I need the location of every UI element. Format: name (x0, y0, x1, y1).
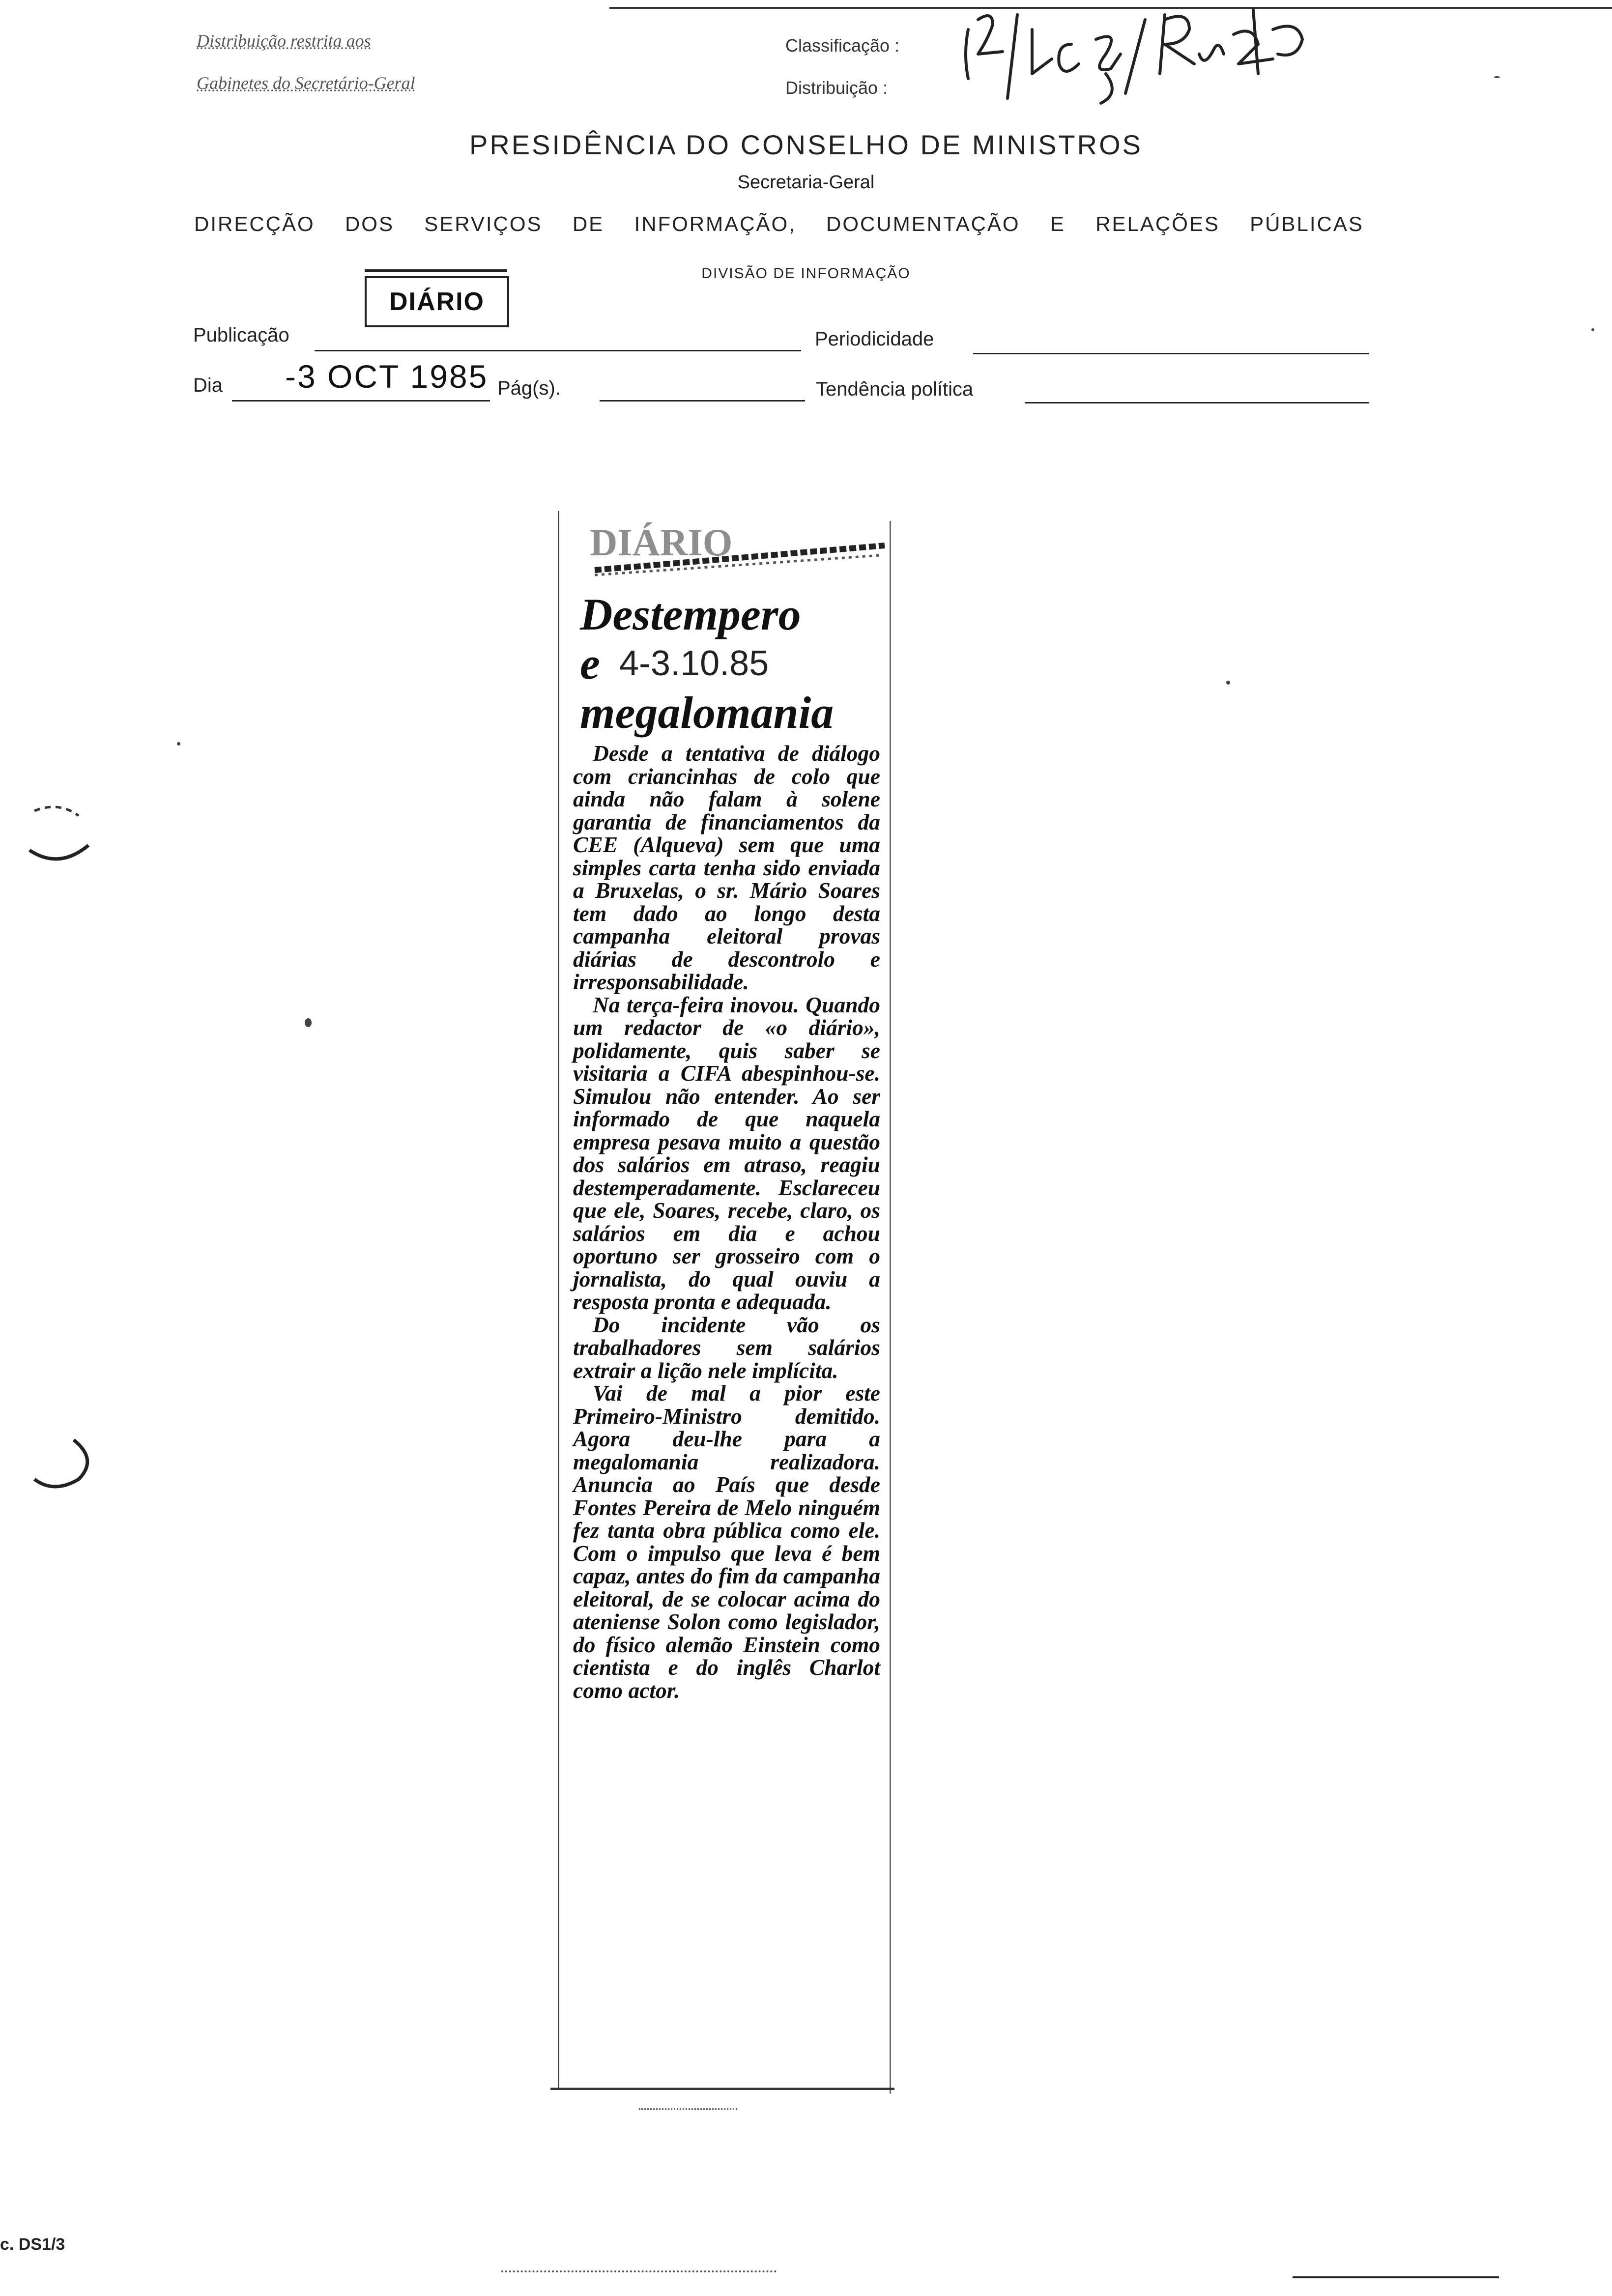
dia-stamp: -3 OCT 1985 (285, 358, 489, 395)
publication-stamp: DIÁRIO (365, 276, 509, 327)
scan-dotted-line (639, 2108, 737, 2111)
article-paragraph: Do incidente vão os trabalhadores sem salários extrair a lição nele implícita. (573, 1312, 880, 1383)
publicacao-line (315, 350, 801, 351)
directorate-word: PÚBLICAS (1250, 212, 1364, 235)
periodicidade-line (973, 353, 1369, 354)
org-subtitle: Secretaria-Geral (737, 172, 875, 193)
org-title: PRESIDÊNCIA DO CONSELHO DE MINISTROS (469, 129, 1143, 160)
clipping-right-edge (890, 521, 891, 2094)
article-paragraph: Vai de mal a pior este Primeiro-Ministro demitido. Agora deu-lhe para a megalomania realizadora. Anuncia ao País que desde Fontes Pereira de Melo ninguém fez tanta obra pública como ele. Com o impulso que leva é bem capaz, antes do fim da campanha eleitoral, de se colocar acima do ateniense Solon como legislador, do físico alemão Einstein como cientista e do inglês Charlot como actor. (573, 1380, 880, 1703)
article-paragraph: Desde a tentativa de diálogo com criancinhas de colo que ainda não falam à solene garantia de financiamentos da CEE (Alqueva) sem que uma simples carta tenha sido enviada a Bruxelas, o sr. Mário Soares tem dado ao longo desta campanha eleitoral provas diárias de descontrolo e irresponsabilidade. (573, 741, 880, 994)
handwritten-clip-date: 4-3.10.85 (619, 644, 769, 683)
tendencia-line (1025, 402, 1369, 403)
masthead-text: DIÁRIO (590, 521, 733, 564)
dia-label: Dia (193, 374, 223, 396)
directorate-word: DIRECÇÃO (194, 212, 315, 235)
directorate-word: SERVIÇOS (424, 212, 543, 235)
dia-line (232, 400, 490, 402)
pags-line (600, 400, 805, 402)
handwritten-annotation (958, 0, 1312, 113)
classificacao-label: Classificação : (785, 35, 900, 56)
scan-bottom-streak (1293, 2276, 1499, 2278)
directorate-word: RELAÇÕES (1095, 212, 1220, 235)
publicacao-label: Publicação (193, 324, 289, 346)
tendencia-label: Tendência política (816, 378, 974, 400)
directorate-word: DE (572, 212, 604, 235)
clipping-masthead (585, 511, 899, 585)
scan-speck (1226, 681, 1230, 685)
clipping-bottom-edge (550, 2088, 894, 2090)
article-title-line-2: e 4-3.10.85 (580, 638, 769, 689)
punch-hole-mark-upper (15, 796, 103, 875)
division-title: DIVISÃO DE INFORMAÇÃO (701, 265, 911, 282)
article-title-line-3: megalomania (580, 688, 834, 738)
scan-speck (177, 742, 180, 746)
directorate-word: DOS (345, 212, 394, 235)
form-code: c. DS1/3 (0, 2235, 65, 2254)
directorate-word: INFORMAÇÃO, (634, 212, 796, 235)
punch-hole-mark-lower (15, 1425, 103, 1504)
pags-label: Pág(s). (497, 377, 561, 399)
directorate-line (194, 212, 1364, 236)
scan-speck (1494, 76, 1500, 78)
distribution-line-1: Distribuição restrita aos (197, 31, 371, 51)
directorate-word: E (1050, 212, 1065, 235)
distribution-line-2: Gabinetes do Secretário-Geral (197, 73, 415, 93)
distribuicao-label: Distribuição : (785, 78, 888, 98)
scan-speck (305, 1018, 312, 1027)
clipping-left-edge (558, 511, 559, 2089)
scan-dotted-line (501, 2270, 777, 2274)
scan-speck (1591, 328, 1594, 331)
article-title (580, 590, 834, 737)
periodicidade-label: Periodicidade (815, 328, 934, 350)
article-paragraph: Na terça-feira inovou. Quando um redactor de «o diário», polidamente, quis saber se visitaria a CIFA abespinhou-se. Simulou não entender. Ao ser informado de que naquela empresa pesava muito a questão dos salários em atraso, reagiu destemperadamente. Esclareceu que ele, Soares, recebe, claro, os salários em dia e achou oportuno ser grosseiro com o jornalista, do qual ouviu a resposta pronta e adequada. (573, 992, 880, 1314)
stamp-top-rule (365, 269, 507, 272)
article-body (573, 742, 880, 1702)
article-title-line-1: Destempero (580, 589, 801, 639)
directorate-word: DOCUMENTAÇÃO (826, 212, 1020, 235)
